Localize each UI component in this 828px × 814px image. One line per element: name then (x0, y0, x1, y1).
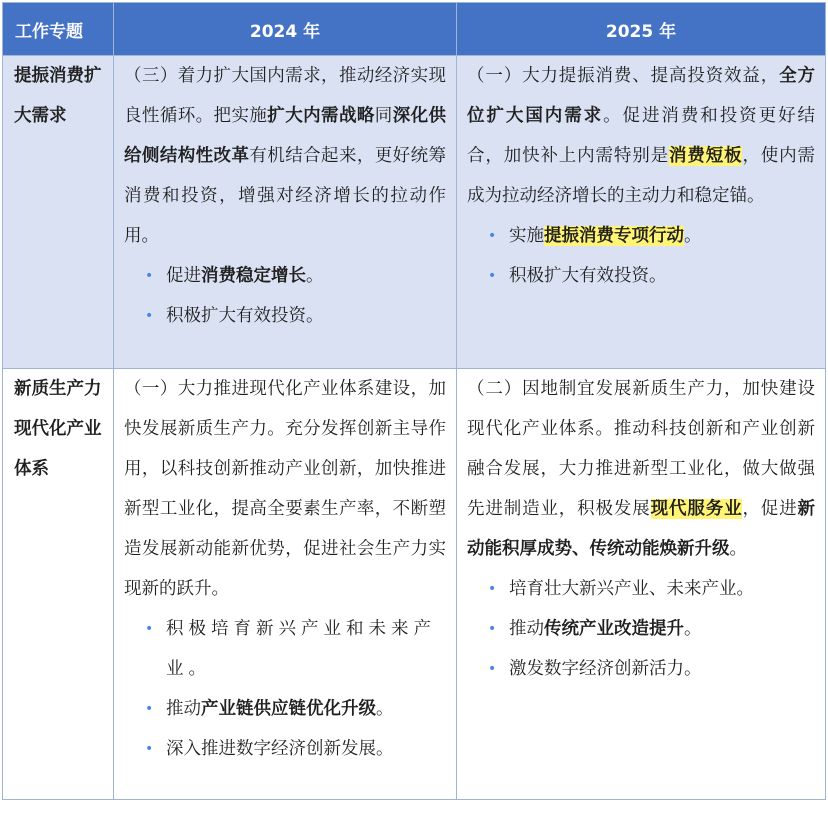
highlighted-text: 提振消费专项行动 (544, 226, 684, 246)
bullet-icon: • (145, 701, 154, 717)
highlighted-text: 现代服务业 (650, 499, 743, 519)
bullet-icon: • (488, 581, 497, 597)
paragraph (467, 369, 815, 569)
paragraph: （一）大力推进现代化产业体系建设，加快发展新质生产力。充分发挥创新主导作用，以科技创新推动产业创新，加快推进新型工业化，提高全要素生产率，不断塑造发展新动能新优势，促进社会生产力实现新的跃升。 (124, 379, 446, 599)
cell-2024 (114, 56, 457, 369)
bullet-list (124, 609, 446, 769)
list-item (467, 256, 815, 296)
bullet-list (467, 569, 815, 689)
bullet-list (467, 216, 815, 296)
text: （一）大力提振消费、提高投资效益， (467, 66, 780, 86)
list-item (124, 729, 446, 769)
header-2025: 2025 年 (457, 3, 826, 56)
bold-text: 深化供给侧结构性改革 (124, 106, 447, 166)
list-item (467, 649, 815, 689)
list-item (124, 609, 446, 689)
topic-cell: 提振消费扩大需求 (3, 56, 114, 369)
list-item (124, 256, 446, 296)
bullet-icon: • (488, 268, 497, 284)
text: ，使内需成为拉动经济增长的主动力和稳定锚。 (467, 146, 816, 206)
bullet-icon: • (145, 741, 154, 757)
bold-text: 消费稳定增长 (201, 266, 306, 286)
text: 推动 (166, 699, 201, 719)
header-row (3, 3, 826, 56)
text: 。 (729, 539, 747, 559)
bullet-icon: • (145, 268, 154, 284)
bold-text: 新动能积厚成势、传统动能焕新升级 (467, 499, 816, 559)
cell-2024 (114, 369, 457, 800)
bullet-icon: • (145, 308, 154, 324)
text: 。 (306, 266, 324, 286)
text: 推动 (509, 619, 544, 639)
topic-cell: 新质生产力 现代化产业体系 (3, 369, 114, 800)
list-item (467, 569, 815, 609)
text: 促进 (166, 266, 201, 286)
bold-text: 传统产业改造提升 (544, 619, 684, 639)
header-topic: 工作专题 (3, 3, 114, 56)
bold-text: 全方位扩大国内需求 (467, 66, 816, 126)
bullet-icon: • (488, 228, 497, 244)
highlighted-text: 消费短板 (668, 146, 743, 166)
text: 。促进消费和投资更好结合，加快补上内需特别是 (467, 106, 816, 166)
text: 积极培育新兴产业和未来产业。 (166, 619, 436, 679)
text: 有机结合起来，更好统筹消费和投资，增强对经济增长的拉动作用。 (124, 146, 447, 246)
cell-2025 (457, 56, 826, 369)
text: 深入推进数字经济创新发展。 (166, 739, 394, 759)
bold-text: 扩大内需战略 (267, 106, 375, 126)
text: 积极扩大有效投资。 (509, 266, 667, 286)
list-item (467, 609, 815, 649)
table-row-consumption (3, 56, 826, 369)
header-2024: 2024 年 (114, 3, 457, 56)
list-item (467, 216, 815, 256)
cell-2025 (457, 369, 826, 800)
text: 。 (684, 619, 702, 639)
text: 实施 (509, 226, 544, 246)
text: ，促进 (742, 499, 798, 519)
policy-comparison-table (2, 2, 826, 800)
list-item (124, 689, 446, 729)
text: 培育壮大新兴产业、未来产业。 (509, 579, 754, 599)
bullet-icon: • (488, 621, 497, 637)
bullet-icon: • (145, 621, 154, 637)
text: （二）因地制宜发展新质生产力，加快建设现代化产业体系。推动科技创新和产业创新融合发展，大力推进新型工业化，做大做强先进制造业，积极发展 (467, 379, 815, 519)
paragraph (467, 56, 815, 216)
text: 激发数字经济创新活力。 (509, 659, 702, 679)
bullet-list (124, 256, 446, 336)
text: 同 (374, 106, 393, 126)
text: 。 (376, 699, 394, 719)
table-row-productivity (3, 369, 826, 800)
list-item (124, 296, 446, 336)
bold-text: 产业链供应链优化升级 (201, 699, 376, 719)
paragraph (124, 56, 446, 256)
text: 积极扩大有效投资。 (166, 306, 324, 326)
bullet-icon: • (488, 661, 497, 677)
text: （三）着力扩大国内需求，推动经济实现良性循环。把实施 (124, 66, 446, 126)
text: 。 (684, 226, 702, 246)
